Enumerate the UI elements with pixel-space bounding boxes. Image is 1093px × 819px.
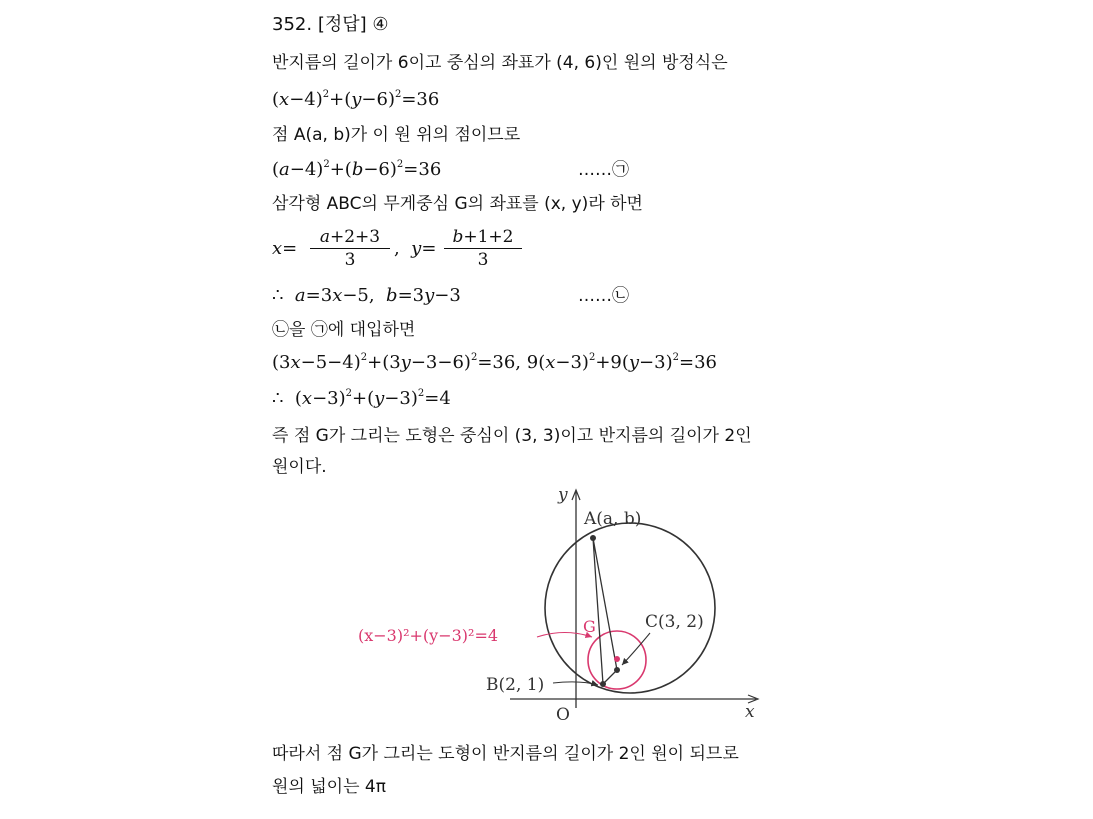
answer-value: ④ [372,14,389,35]
locus-equation-label: (x−3)²+(y−3)²=4 [358,626,499,645]
equation-expanded: $(3x-5-4)^2+(3y-3-6)^2=36$, $9(x-3)^2+9(y-3)^2=36$ [272,352,717,373]
text-line-5: 삼각형 ABC의 무게중심 G의 좌표를 (x, y)라 하면 [272,194,643,214]
text-line-8: ㉡을 ㉠에 대입하면 [272,320,416,340]
equation-tag-1: ……㉠ [578,160,629,180]
answer-label: [정답] [317,14,367,35]
centroid-x-lhs: x= [272,238,298,259]
equation-substitution: ∴ a=3x−5, b=3y−3 [272,285,461,306]
point-g-label: G [583,617,596,636]
centroid-y-lhs: , y= [394,238,437,259]
text-line-12b: 원의 넓이는 4π [272,777,386,797]
equation-point-a: $(a-4)^2+(b-6)^2=36$ [272,159,442,180]
point-a [590,535,596,541]
point-b-label: B(2, 1) [486,675,545,695]
y-axis-label: y [558,485,568,505]
equation-locus: ∴ $(x-3)^2+(y-3)^2=4$ [272,388,451,409]
x-axis-label: x [745,702,755,722]
centroid-x-fraction: a+2+3 3 [310,226,390,271]
circle-equation-original: $(x-4)^2+(y-6)^2=36$ [272,89,440,110]
original-circle [545,523,715,693]
origin-label: O [556,705,570,725]
equation-tag-2: ……㉡ [578,286,629,306]
point-c [614,667,620,673]
triangle-abc [593,538,617,684]
point-b [600,681,606,687]
point-a-label: A(a, b) [584,509,642,529]
text-line-3: 점 A(a, b)가 이 원 위의 점이므로 [272,125,521,145]
problem-number: 352. [272,14,313,35]
point-g [614,656,620,662]
text-line-11b: 원이다. [272,457,327,477]
text-line-12a: 따라서 점 G가 그리는 도형이 반지름의 길이가 2인 원이 되므로 [272,744,739,764]
point-c-label: C(3, 2) [645,612,704,632]
text-line-11a: 즉 점 G가 그리는 도형은 중심이 (3, 3)이고 반지름의 길이가 2인 [272,426,752,446]
centroid-y-fraction: b+1+2 3 [444,226,522,271]
text-line-1: 반지름의 길이가 6이고 중심의 좌표가 (4, 6)인 원의 방정식은 [272,53,728,73]
